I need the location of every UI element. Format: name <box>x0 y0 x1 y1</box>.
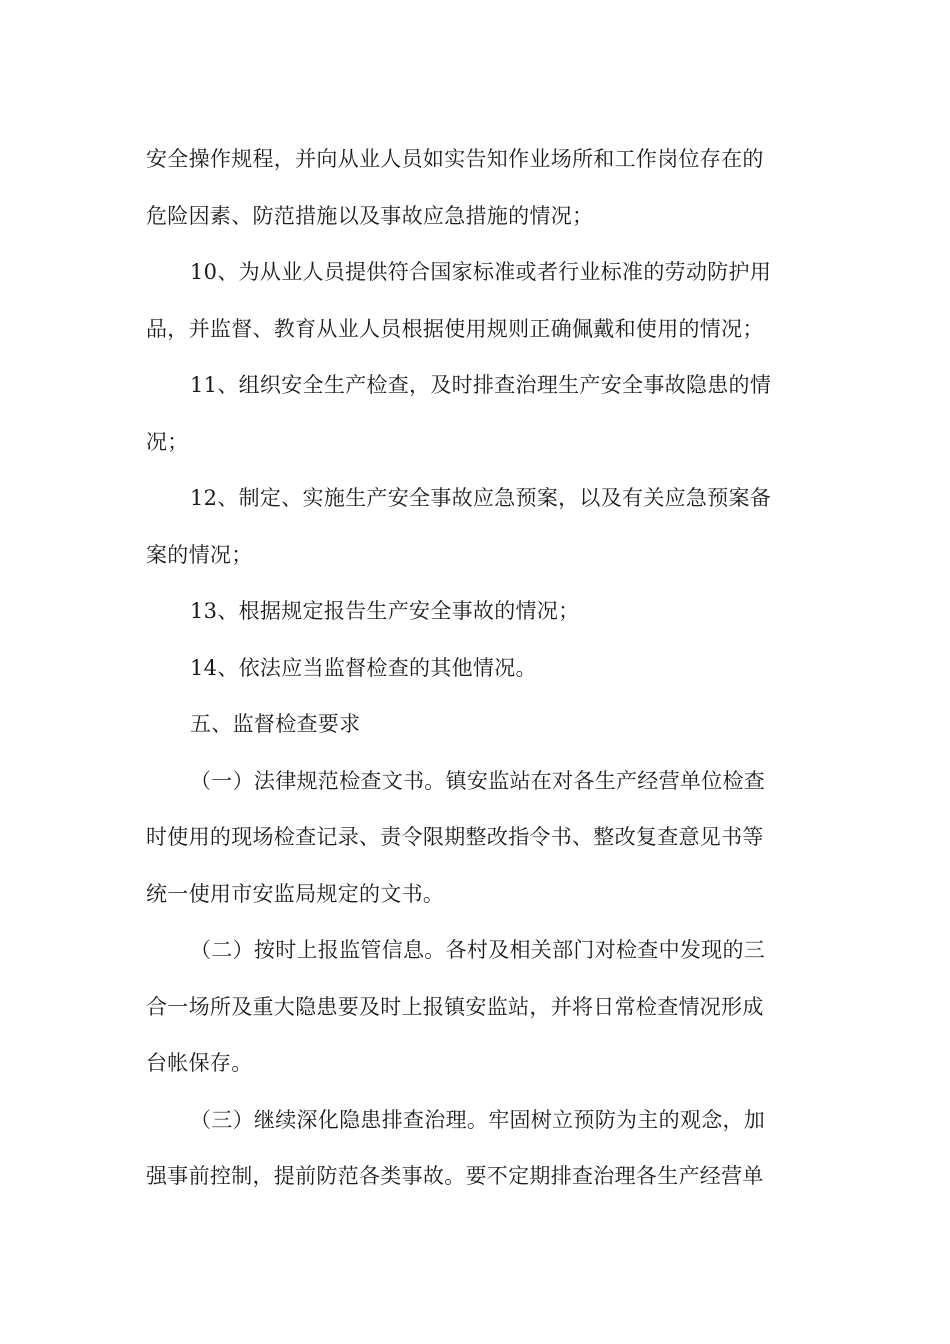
text-line: （二）按时上报监管信息。各村及相关部门对检查中发现的三 <box>190 938 766 962</box>
text-line: 11、组织安全生产检查，及时排查治理生产安全事故隐患的情 <box>190 373 772 397</box>
text-line: 12、制定、实施生产安全事故应急预案，以及有关应急预案备 <box>190 486 772 510</box>
text-line: 品，并监督、教育从业人员根据使用规则正确佩戴和使用的情况； <box>146 316 764 341</box>
text-line: 14、依法应当监督检查的其他情况。 <box>190 655 537 680</box>
section-heading: 五、监督检查要求 <box>190 712 361 736</box>
text-line: 13、根据规定报告生产安全事故的情况； <box>190 599 580 623</box>
document-body <box>146 131 808 1205</box>
text-line: 况； <box>146 429 189 454</box>
text-line: 强事前控制，提前防范各类事故。要不定期排查治理各生产经营单 <box>146 1164 764 1188</box>
text-line: 危险因素、防范措施以及事故应急措施的情况； <box>146 203 594 228</box>
text-line: 台帐保存。 <box>146 1051 253 1075</box>
text-line: 统一使用市安监局规定的文书。 <box>146 881 445 906</box>
text-line: 案的情况； <box>146 542 253 567</box>
text-line: （三）继续深化隐患排查治理。牢固树立预防为主的观念，加 <box>190 1107 766 1132</box>
text-line: （一）法律规范检查文书。镇安监站在对各生产经营单位检查 <box>190 768 766 793</box>
text-line: 时使用的现场检查记录、责令限期整改指令书、整改复查意见书等 <box>146 825 764 849</box>
text-line: 合一场所及重大隐患要及时上报镇安监站，并将日常检查情况形成 <box>146 994 764 1019</box>
text-line: 安全操作规程，并向从业人员如实告知作业场所和工作岗位存在的 <box>146 147 764 171</box>
text-line: 10、为从业人员提供符合国家标准或者行业标准的劳动防护用 <box>190 260 772 284</box>
